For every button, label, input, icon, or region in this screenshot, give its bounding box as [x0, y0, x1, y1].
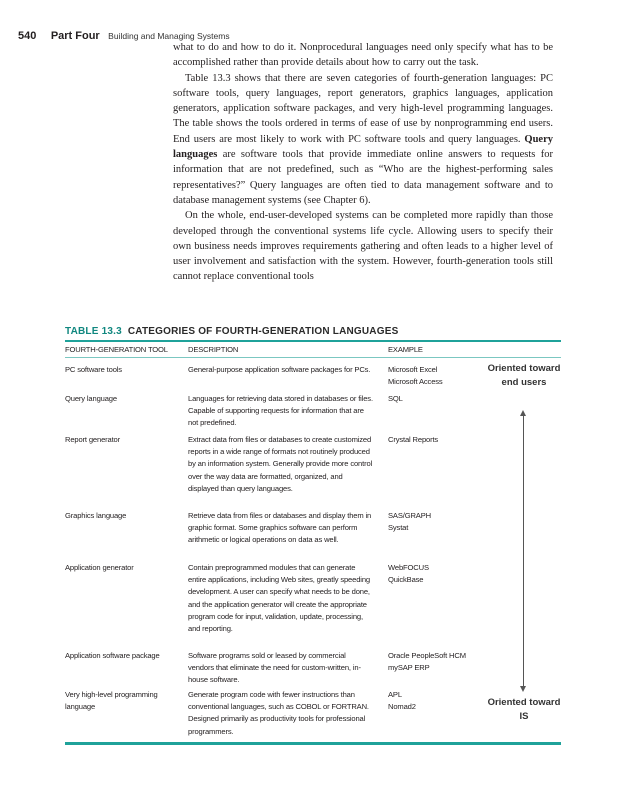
paragraph-3: On the whole, end-user-developed systems can be completed more rapidly than those developed through the conventional systems life cycle. Allowing users to specify their own business needs improves requirements gathering and often leads to a higher level of user involvement and satisfaction with the system. However, fourth-generation tools still cannot replace conventional tools	[173, 210, 553, 283]
table-title	[65, 326, 398, 337]
row-description: Extract data from files or databases to create customized reports in a wide range of formats not routinely produced by an information system. Generally provide more control over the way data are formatted, organized, and displayed than query languages.	[188, 435, 373, 493]
paragraph-2-end: are software tools that provide immediate online answers to requests for information that are not predefined, such as “Who are the highest-performing sales representatives?” Query languages are often tied to data management software and to database management systems (see Chapter 6).	[173, 149, 553, 206]
row-example: APL Nomad2	[388, 690, 416, 712]
part-label: Part Four	[50, 30, 100, 42]
query-languages-term: Query languages	[173, 133, 553, 161]
row-example: Oracle PeopleSoft HCM mySAP ERP	[388, 651, 466, 673]
row-tool: Application software package	[65, 651, 160, 660]
paragraph-2-start: Table 13.3 shows that there are seven categories of fourth-generation languages: PC software tools, query languages, report generators, graphics languages, application generators, application software packages, and very high-level programming languages. The table shows the tools ordered in terms of ease of use by nonprogramming end users. End users are most likely to work with PC software tools and query languages.	[173, 72, 553, 145]
oriented-end-users-label: Oriented toward end users	[487, 363, 561, 388]
row-description: Generate program code with fewer instructions than conventional languages, such as COBOL or FORTRAN. Designed primarily as productivity tools for professional programmers.	[188, 690, 369, 736]
row-example: Crystal Reports	[388, 435, 439, 444]
oriented-is-label: Oriented toward IS	[487, 697, 561, 722]
row-tool: Very high-level programming language	[65, 690, 158, 712]
row-description: Languages for retrieving data stored in databases or files. Capable of supporting requests for information that are not predefined.	[188, 394, 373, 428]
row-tool: PC software tools	[65, 365, 122, 374]
body-text	[173, 40, 553, 285]
row-description: Software programs sold or leased by commercial vendors that eliminate the need for custom-written, in-house software.	[188, 651, 361, 685]
table-header-rule	[65, 357, 561, 358]
paragraph-2	[173, 71, 553, 209]
row-description: Contain preprogrammed modules that can generate entire applications, including Web sites, greatly speeding development. A user can specify what needs to be done, and the application generator will create the appropriate program code for input, validation, update, processing, and reporting.	[188, 563, 370, 634]
row-example: SQL	[388, 394, 403, 403]
paragraph-1: what to do and how to do it. Nonprocedural languages need only specify what has to be accomplished rather than provide details about how to carry out the task.	[173, 42, 553, 69]
part-title: Building and Managing Systems	[108, 31, 230, 41]
table-bottom-rule	[65, 742, 561, 745]
row-example: SAS/GRAPH Systat	[388, 511, 431, 533]
arrow-down-icon	[520, 686, 526, 692]
orientation-arrow-line	[523, 415, 524, 687]
table-number: TABLE 13.3	[65, 326, 122, 337]
header-example: EXAMPLE	[388, 345, 423, 354]
row-example: WebFOCUS QuickBase	[388, 563, 429, 585]
header-tool: FOURTH-GENERATION TOOL	[65, 345, 168, 354]
row-description: General-purpose application software packages for PCs.	[188, 365, 371, 374]
page-number: 540	[18, 30, 37, 42]
row-tool: Report generator	[65, 435, 121, 444]
row-tool: Graphics language	[65, 511, 127, 520]
row-tool: Query language	[65, 394, 117, 403]
row-description: Retrieve data from files or databases and display them in graphic format. Some graphics software can perform arithmetic or logical operations on data as well.	[188, 511, 372, 545]
row-tool: Application generator	[65, 563, 134, 572]
row-example: Microsoft Excel Microsoft Access	[388, 365, 443, 387]
table-caption: CATEGORIES OF FOURTH-GENERATION LANGUAGES	[127, 326, 399, 337]
header-description: DESCRIPTION	[188, 345, 239, 354]
table-top-rule	[65, 340, 561, 342]
